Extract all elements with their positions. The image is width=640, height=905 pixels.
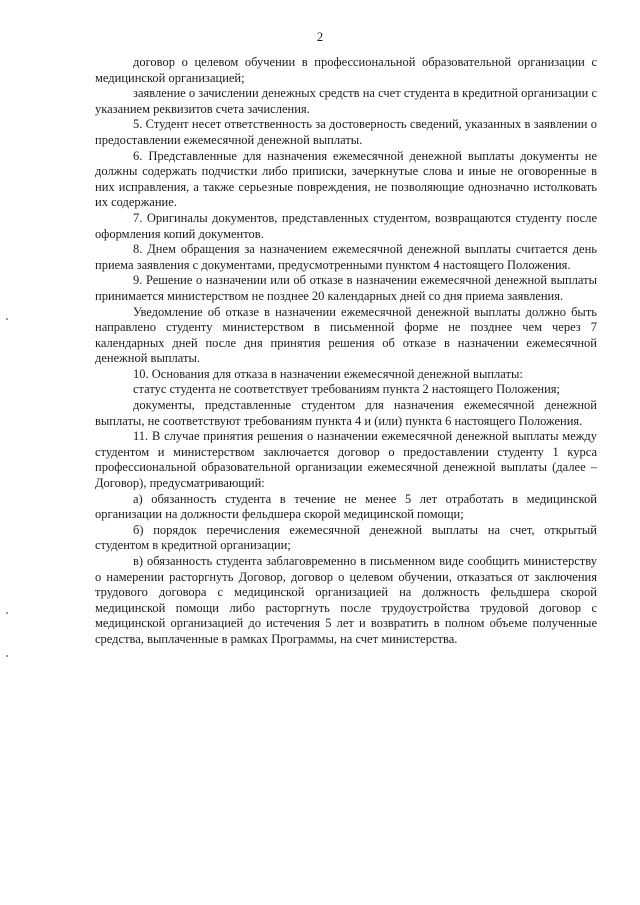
paragraph: 10. Основания для отказа в назначении ежемесячной денежной выплаты: — [133, 366, 523, 381]
paragraph: документы, представленные студентом для назначения ежемесячной денежной выплаты, не соответствуют требованиям пункта 4 и (или) пункта 6 настоящего Положения. — [95, 398, 597, 428]
paragraph: договор о целевом обучении в профессиональной образовательной организации с медицинской организацией; — [95, 55, 597, 85]
paragraph: 7. Оригиналы документов, представленных студентом, возвращаются студенту после оформления копий документов. — [95, 210, 597, 241]
paragraph: 5. Студент несет ответственность за достоверность сведений, указанных в заявлении о предоставлении ежемесячной денежной выплаты. — [95, 117, 597, 147]
paragraph: 9. Решение о назначении или об отказе в назначении ежемесячной денежной выплаты принимается министерством не позднее 20 календарных дней со дня приема заявления. — [95, 273, 597, 303]
paragraph: в) обязанность студента заблаговременно в письменном виде сообщить министерству о намерении расторгнуть Договор, договор о целевом обучении, отказаться от заключения трудового договора с медицинской организацией на должность фельдшера скорой медицинской помощи либо расторгнуть после трудоустройства трудовой договор с медицинской организацией до истечения 5 лет и возвратить в полном объеме полученные средства, выплаченные в рамках Программы, на счет министерства. — [95, 554, 597, 646]
paragraph: статус студента не соответствует требованиям пункта 2 настоящего Положения; — [133, 382, 561, 397]
paragraph: 11. В случае принятия решения о назначении ежемесячной денежной выплаты между студентом и министерством заключается договор о предоставлении студенту 1 курса профессиональной образовательной организации ежемесячной денежной выплаты (далее – Договор), предусматривающий: — [95, 429, 597, 491]
paragraph: б) порядок перечисления ежемесячной денежной выплаты на счет, открытый студентом в кредитной организации; — [95, 522, 597, 553]
paragraph: Уведомление об отказе в назначении ежемесячной денежной выплаты должно быть направлено студенту министерством в письменной форме не позднее чем через 7 календарных дней после дня принятия решения об отказе в назначении ежемесячной денежной выплаты. — [95, 304, 597, 366]
scan-margin-mark — [6, 612, 8, 614]
document-body — [95, 55, 597, 648]
paragraph: 6. Представленные для назначения ежемесячной денежной выплаты документы не должны содержать подчистки либо приписки, зачеркнутые слова и иные не оговоренные в них исправления, а также серьезные повреждения, не позволяющие однозначно истолковать их содержание. — [95, 148, 597, 210]
paragraph: 8. Днем обращения за назначением ежемесячной денежной выплаты считается день приема заявления с документами, предусмотренными пунктом 4 настоящего Положения. — [95, 242, 597, 272]
page-number: 2 — [316, 30, 324, 44]
scan-margin-mark — [6, 655, 8, 657]
paragraph: а) обязанность студента в течение не менее 5 лет отработать в медицинской организации на должности фельдшера скорой медицинской помощи; — [95, 491, 597, 522]
scan-margin-mark — [6, 318, 8, 320]
paragraph: заявление о зачислении денежных средств на счет студента в кредитной организации с указанием реквизитов счета зачисления. — [95, 86, 597, 116]
